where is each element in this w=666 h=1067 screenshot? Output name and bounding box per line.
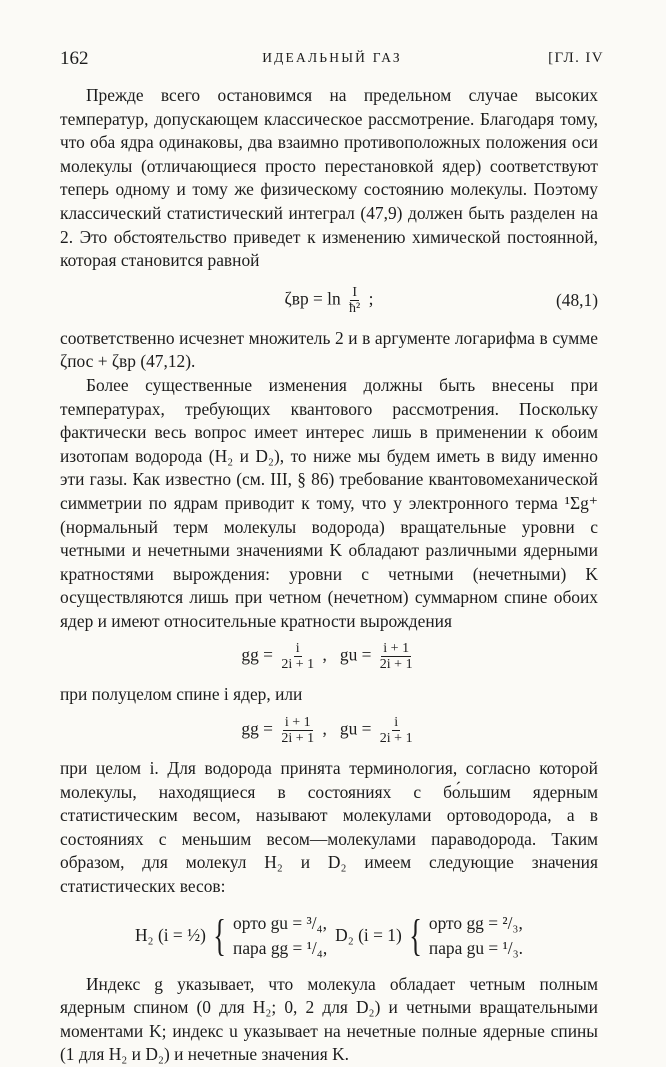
gu-den: 2i + 1: [379, 657, 413, 673]
d2-label: D₂ (i = 1): [335, 924, 402, 945]
brace-icon: {: [213, 910, 226, 960]
page-header: [60, 48, 604, 72]
chapter-label: [ГЛ. IV: [548, 50, 604, 66]
statistical-weights-formula: [60, 905, 598, 967]
formula-48-1: [60, 281, 598, 321]
paragraph-1: Прежде всего остановимся на предельном случае высоких температур, допускающем классическое рассмотрение. Благодаря тому, что оба ядра одинаковы, два взаимно противоположных положения оси молекулы (отличающиеся просто перестановкой ядер) соответствуют теперь одному и тому же физическому состоянию молекулы. Поэтому классический статистический интеграл (47,9) должен быть разделен на 2. Это обстоятельство приведет к изменению химической постоянной, которая становится равной: [60, 85, 598, 271]
gu-den: 2i + 1: [379, 731, 413, 747]
paragraph-2: соответственно исчезнет множитель 2 и в аргументе логарифма в сумме ζпос + ζвр (47,12).: [60, 327, 598, 372]
separator: ,: [322, 644, 327, 665]
h2-para: пара gg = ¹/₄,: [233, 937, 328, 958]
h2-label: H₂ (i = ½): [134, 924, 206, 945]
gg-fraction: [279, 641, 316, 672]
gg-label: gg =: [241, 718, 273, 739]
gg-num: i: [295, 641, 300, 657]
fraction-numerator: I: [352, 284, 357, 300]
gu-fraction: [378, 715, 415, 746]
d2-orto: орто gg = ²/₃,: [428, 912, 523, 933]
gu-label: gu =: [339, 718, 372, 739]
gu-num: i: [394, 715, 399, 731]
gg-num: i + 1: [284, 715, 311, 731]
h2-weights: [135, 911, 327, 961]
fraction-denominator: ħ²: [349, 300, 361, 316]
formula-integer-spin: [60, 711, 598, 753]
paragraph-5: при целом i. Для водорода принята терминология, согласно которой молекулы, находящиеся в состояниях с бо́льшим ядерным статистическим весом, называют молекулами ортоводорода, а в состояниях с меньшим весом—молекулами параводорода. Таким образом, для молекул H₂ и D₂ имеем следующие значения статистических весов:: [60, 758, 598, 897]
gg-fraction: [279, 715, 316, 746]
h2-orto: орто gu = ³/₄,: [233, 912, 327, 933]
brace-icon: {: [408, 910, 422, 960]
separator: ,: [322, 718, 327, 739]
gu-label: gu =: [339, 644, 372, 665]
d2-weights: [335, 911, 523, 961]
running-title: ИДЕАЛЬНЫЙ ГАЗ: [262, 50, 402, 65]
formula-fraction: [347, 285, 362, 316]
formula-lhs: ζвр = ln: [284, 288, 341, 309]
d2-para: пара gu = ¹/₃.: [428, 937, 524, 958]
paragraph-3: Более существенные изменения должны быть внесены при температурах, требующих квантового рассмотрения. Поскольку фактически весь вопрос имеет интерес лишь в применении к обоим изотопам водорода (H₂ и D₂), то ниже мы будем иметь в виду именно эти газы. Как известно (см. III, § 86) требование квантовомеханической симметрии по ядрам приводит к тому, что у электронного терма ¹Σg⁺ (нормальный терм молекулы водорода) вращательные уровни с четными и нечетными значениями K обладают различными ядерными кратностями вырождения: уровни с четными (нечетными) K осуществляются лишь при четном (нечетном) суммарном спине обоих ядер и имеют относительные кратности вырождения: [60, 374, 598, 631]
paragraph-6: Индекс g указывает, что молекула обладает четным полным ядерным спином (0 для H₂; 0, 2 для D₂) и четными вращательными моментами K; индекс u указывает на нечетные полные ядерные спины (1 для H₂ и D₂) и нечетные значения K.: [60, 973, 598, 1065]
gg-den: 2i + 1: [281, 731, 315, 747]
gg-label: gg =: [241, 644, 273, 665]
page-body: [60, 84, 598, 1067]
page-number: 162: [60, 48, 89, 69]
gu-num: i + 1: [383, 641, 410, 657]
gg-den: 2i + 1: [281, 657, 315, 673]
gu-fraction: [378, 641, 415, 672]
paragraph-4: при полуцелом спине i ядер, или: [60, 684, 303, 705]
formula-tail: ;: [368, 288, 374, 309]
equation-number: (48,1): [555, 289, 598, 310]
formula-half-spin: [60, 637, 598, 679]
